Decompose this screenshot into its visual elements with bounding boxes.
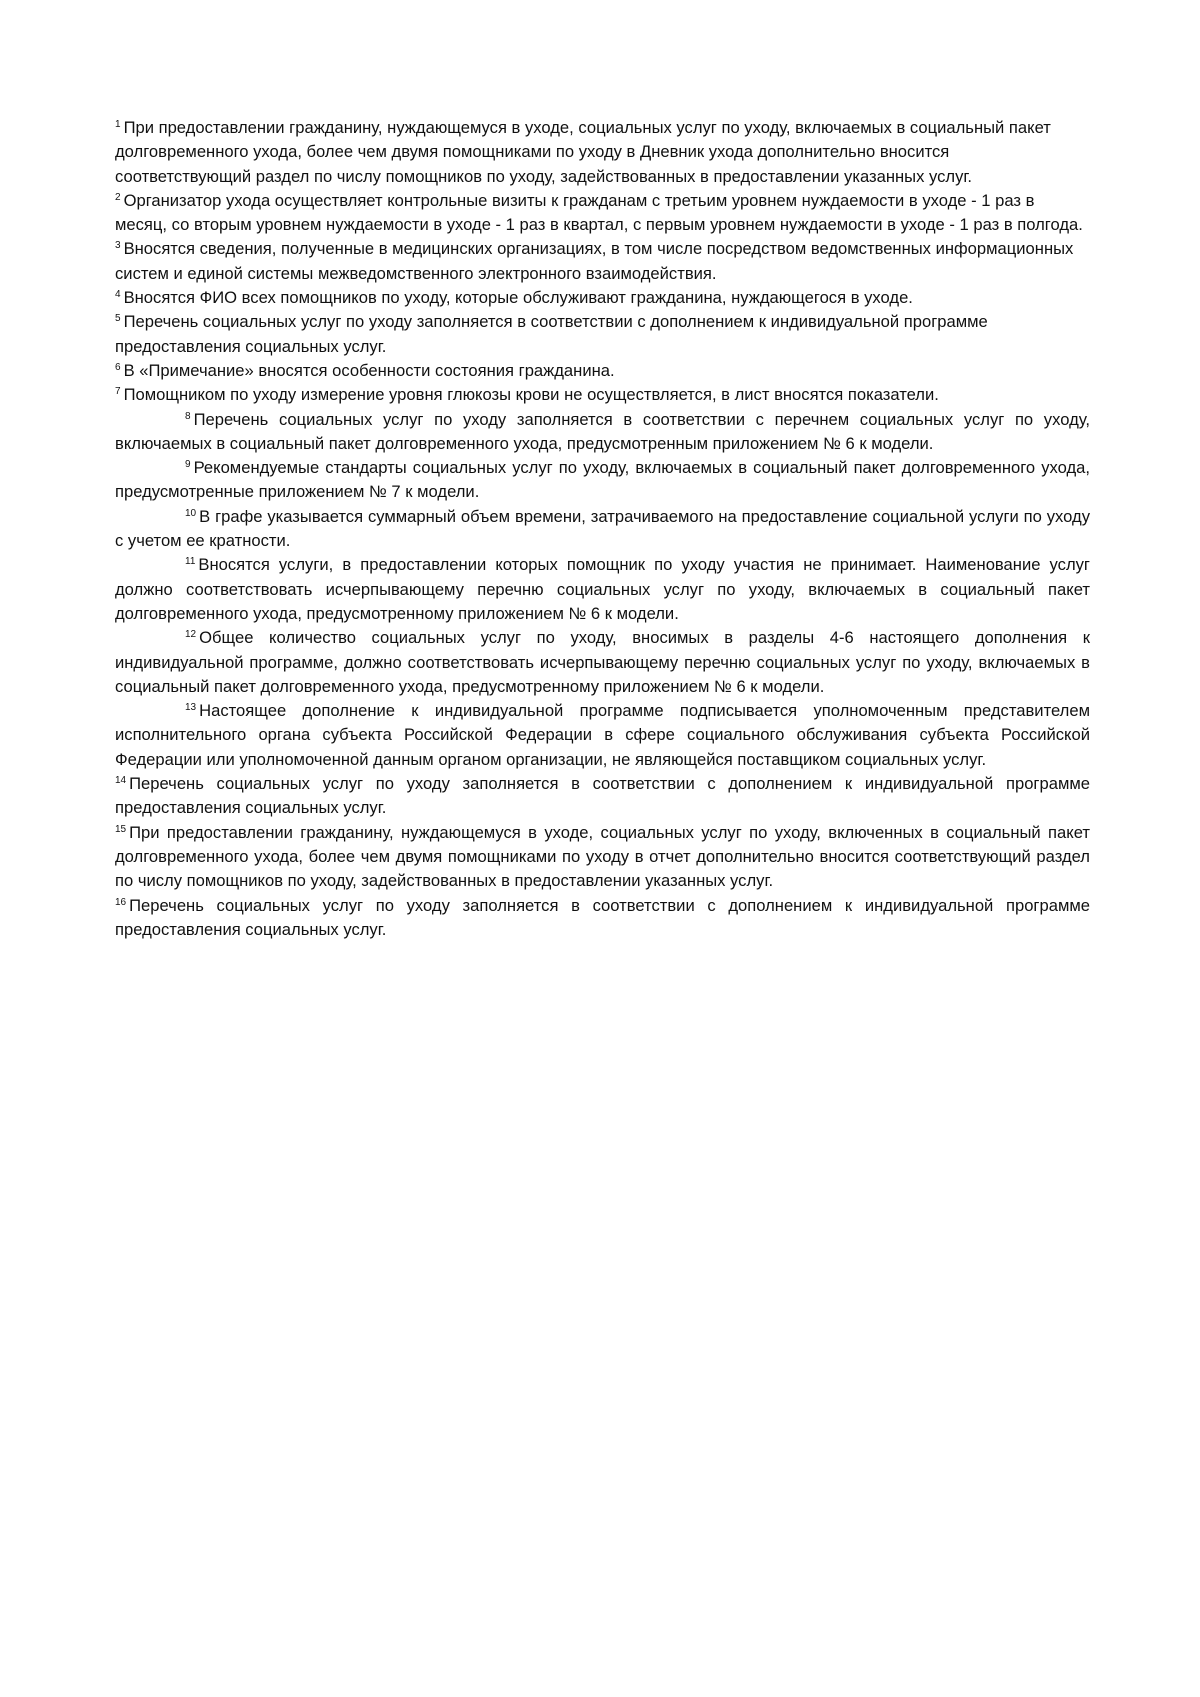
footnote-16-number: 16	[115, 896, 127, 908]
footnote-7-text: Помощником по уходу измерение уровня глюкозы крови не осуществляется, в лист вносятся показатели.	[123, 385, 939, 405]
footnote-12	[115, 626, 1090, 699]
footnote-5-text: Перечень социальных услуг по уходу заполняется в соответствии с дополнением к индивидуальной программе предоставления социальных услуг.	[115, 312, 988, 356]
footnote-12-text: Общее количество социальных услуг по уходу, вносимых в разделы 4-6 настоящего дополнения к индивидуальной программе, должно соответствовать исчерпывающему перечню социальных услуг по уходу, включаемых в социальный пакет долговременного ухода, предусмотренному приложением № 6 к модели.	[115, 628, 1090, 696]
footnote-1	[115, 116, 1090, 189]
footnote-14-text: Перечень социальных услуг по уходу заполняется в соответствии с дополнением к индивидуальной программе предоставления социальных услуг.	[115, 774, 1090, 818]
footnote-4-number: 4	[115, 289, 121, 301]
footnote-7-number: 7	[115, 386, 121, 398]
footnote-8-number: 8	[185, 410, 191, 422]
footnote-15-text: При предоставлении гражданину, нуждающемуся в уходе, социальных услуг по уходу, включенных в социальный пакет долговременного ухода, более чем двумя помощниками по уходу в отчет дополнительно вносится соответствующий раздел по числу помощников по уходу, задействованных в предоставлении указанных услуг.	[115, 822, 1090, 891]
footnote-12-number: 12	[185, 629, 197, 641]
footnote-15-number: 15	[115, 823, 127, 835]
footnote-13	[115, 699, 1090, 772]
footnote-7	[115, 383, 1090, 407]
footnote-8-text: Перечень социальных услуг по уходу заполняется в соответствии с перечнем социальных услуг по уходу, включаемых в социальный пакет долговременного ухода, предусмотренным приложением № 6 к модели.	[115, 409, 1090, 453]
footnote-1-number: 1	[115, 119, 121, 130]
footnote-13-number: 13	[185, 702, 197, 714]
footnote-6-text: В «Примечание» вносятся особенности состояния гражданина.	[123, 360, 615, 380]
footnotes-list	[115, 116, 1090, 942]
footnote-9-text: Рекомендуемые стандарты социальных услуг по уходу, включаемых в социальный пакет долговременного ухода, предусмотренные приложением № 7 к модели.	[115, 458, 1090, 502]
footnote-16	[115, 894, 1090, 943]
footnote-8	[115, 408, 1090, 457]
footnote-5	[115, 310, 1090, 359]
footnote-10-text: В графе указывается суммарный объем времени, затрачиваемого на предоставление социальной услуги по уходу с учетом ее кратности.	[115, 506, 1090, 551]
footnote-9	[115, 456, 1090, 505]
footnote-3	[115, 237, 1090, 286]
footnote-11-number: 11	[185, 556, 196, 568]
footnote-9-number: 9	[185, 459, 191, 471]
footnote-14-number: 14	[115, 775, 127, 787]
footnote-2-number: 2	[115, 191, 121, 203]
footnote-11-text: Вносятся услуги, в предоставлении которых помощник по уходу участия не принимает. Наименование услуг должно соответствовать исчерпывающему перечню социальных услуг по уходу, включаемых в социальный пакет долговременного ухода, предусмотренному приложением № 6 к модели.	[115, 555, 1090, 623]
footnote-3-number: 3	[115, 240, 121, 252]
footnote-13-text: Настоящее дополнение к индивидуальной программе подписывается уполномоченным представителем исполнительного органа субъекта Российской Федерации в сфере социального обслуживания субъекта Российской Федерации или уполномоченной данным органом организации, не являющейся поставщиком социальных услуг.	[115, 701, 1090, 769]
footnote-10-number: 10	[185, 507, 197, 519]
footnote-2-text: Организатор ухода осуществляет контрольные визиты к гражданам с третьим уровнем нуждаемости в уходе - 1 раз в месяц, со вторым уровнем нуждаемости в уходе - 1 раз в квартал, с первым уровнем нуждаемости в уходе - 1 раз в полгода.	[115, 190, 1083, 235]
footnote-15	[115, 821, 1090, 894]
footnote-3-text: Вносятся сведения, полученные в медицинских организациях, в том числе посредством ведомственных информационных систем и единой системы межведомственного электронного взаимодействия.	[115, 239, 1074, 283]
footnote-1-text: При предоставлении гражданину, нуждающемуся в уходе, социальных услуг по уходу, включаемых в социальный пакет долговременного ухода, более чем двумя помощниками по уходу в Дневник ухода дополнительно вносится соответствующий раздел по числу помощников по уходу, задействованных в предоставлении указанных услуг.	[115, 118, 1051, 186]
footnote-5-number: 5	[115, 313, 121, 325]
footnote-4	[115, 286, 1090, 310]
footnote-6	[115, 359, 1090, 383]
footnote-14	[115, 772, 1090, 821]
footnote-16-text: Перечень социальных услуг по уходу заполняется в соответствии с дополнением к индивидуальной программе предоставления социальных услуг.	[115, 895, 1090, 939]
footnote-6-number: 6	[115, 361, 121, 373]
footnote-11	[115, 553, 1090, 626]
footnote-2	[115, 189, 1090, 238]
footnote-4-text: Вносятся ФИО всех помощников по уходу, которые обслуживают гражданина, нуждающегося в уходе.	[123, 288, 913, 308]
footnote-10	[115, 505, 1090, 554]
